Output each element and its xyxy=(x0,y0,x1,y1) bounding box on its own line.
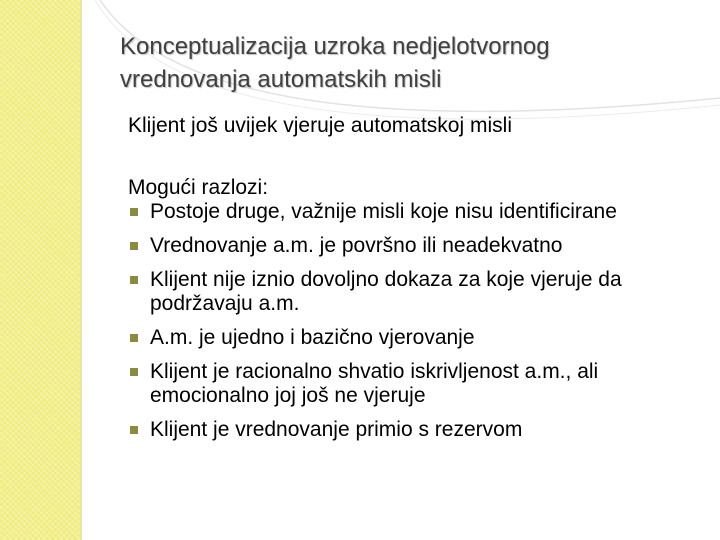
reason-text: A.m. je ujedno i bazično vjerovanje xyxy=(150,326,475,349)
square-bullet-icon xyxy=(130,334,138,342)
square-bullet-icon xyxy=(130,276,138,284)
reason-item xyxy=(128,326,708,350)
slide-title-line: vrednovanja automatskih misli xyxy=(120,66,442,93)
decorative-divider xyxy=(80,0,82,540)
square-bullet-icon xyxy=(130,242,138,250)
reason-text: Klijent je vrednovanje primio s rezervom xyxy=(150,418,523,441)
slide-title-line: Konceptualizacija uzroka nedjelotvornog xyxy=(120,33,550,60)
reason-text: Klijent nije iznio dovoljno dokaza za koje vjeruje da podržavaju a.m. xyxy=(150,268,622,315)
intro-text: Klijent još uvijek vjeruje automatskoj misli xyxy=(128,114,512,137)
reason-item xyxy=(128,360,708,408)
square-bullet-icon xyxy=(130,208,138,216)
slide-body xyxy=(128,114,708,442)
reason-item xyxy=(128,234,708,258)
reason-text: Vrednovanje a.m. je površno ili neadekvatno xyxy=(150,234,563,257)
reason-item xyxy=(128,268,708,316)
reason-text: Postoje druge, važnije misli koje nisu identificirane xyxy=(150,200,617,223)
decorative-side-stripe xyxy=(0,0,80,540)
square-bullet-icon xyxy=(130,368,138,376)
square-bullet-icon xyxy=(130,426,138,434)
reasons-label: Mogući razlozi: xyxy=(128,176,269,199)
slide-title xyxy=(120,30,710,96)
reason-item xyxy=(128,200,708,224)
reason-item xyxy=(128,418,708,442)
reason-text: Klijent je racionalno shvatio iskrivljenost a.m., ali emocionalno joj još ne vjeruje xyxy=(150,360,599,407)
reasons-list xyxy=(128,200,708,442)
